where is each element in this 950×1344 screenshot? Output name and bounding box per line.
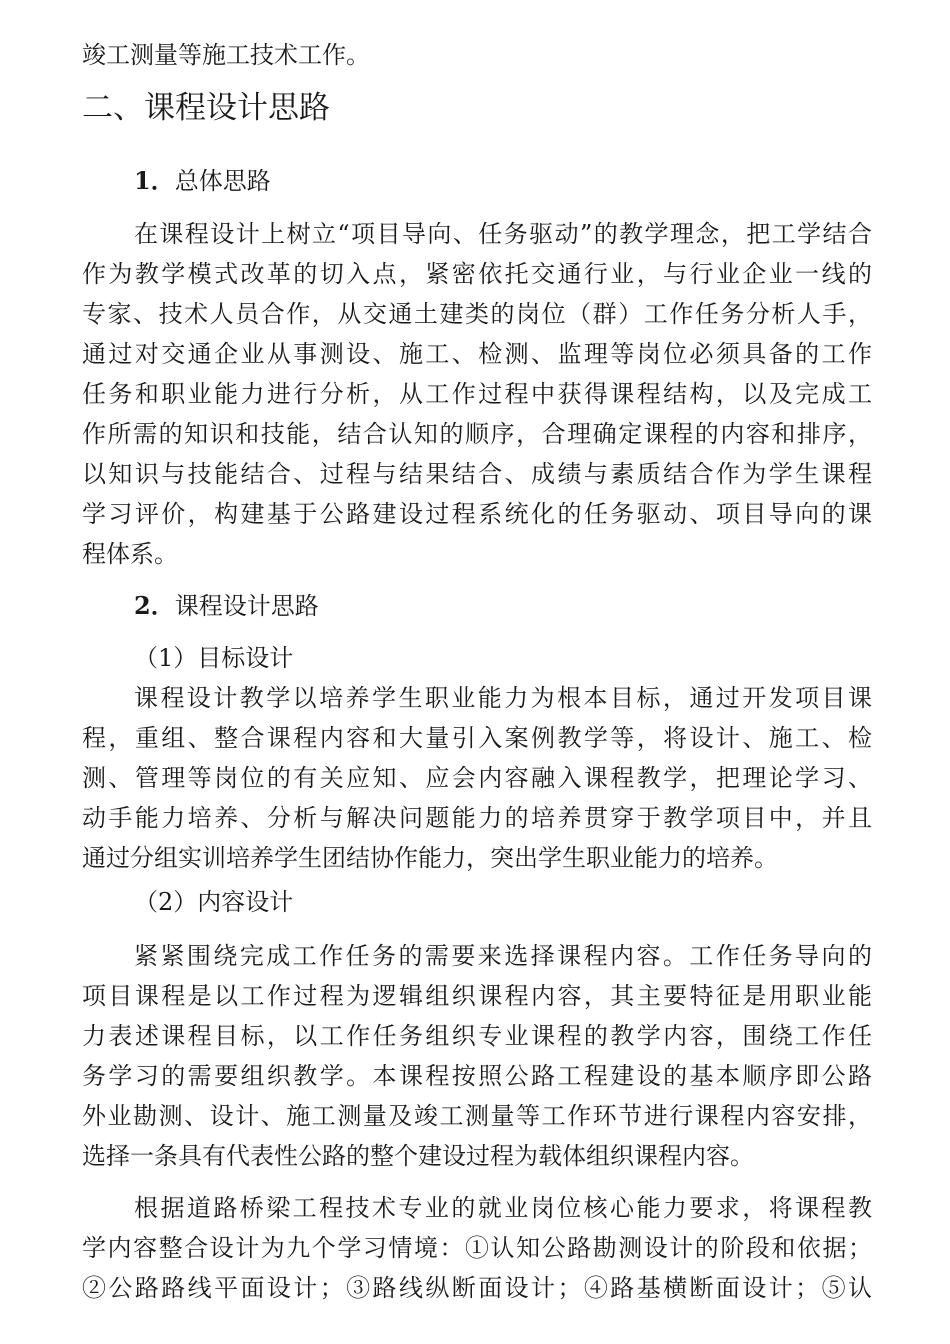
subheading-goal-design: （1）目标设计 [134, 644, 294, 672]
subheading-overall-idea [134, 166, 271, 196]
paragraph-line: 紧紧围绕完成工作任务的需要来选择课程内容。工作任务导向的 [134, 942, 872, 970]
subheading-title: 总体思路 [174, 167, 271, 195]
paragraph-line: 以知识与技能结合、过程与结果结合、成绩与素质结合作为学生课程 [82, 460, 872, 488]
paragraph-line: 根据道路桥梁工程技术专业的就业岗位核心能力要求，将课程教 [134, 1194, 872, 1222]
subheading-title: 课程设计思路 [174, 592, 319, 620]
paragraph-line: 选择一条具有代表性公路的整个建设过程为载体组织课程内容。 [82, 1142, 754, 1170]
subheading-number: 2． [134, 591, 175, 620]
paragraph-line: 程体系。 [82, 540, 178, 568]
paragraph-line: 学习评价，构建基于公路建设过程系统化的任务驱动、项目导向的课 [82, 500, 872, 528]
paragraph-line: 测、管理等岗位的有关应知、应会内容融入课程教学，把理论学习、 [82, 764, 872, 792]
paragraph-line: 程，重组、整合课程内容和大量引入案例教学等，将设计、施工、检 [82, 724, 872, 752]
paragraph-line: 作所需的知识和技能，结合认知的顺序，合理确定课程的内容和排序， [82, 420, 872, 448]
paragraph-line: 务学习的需要组织教学。本课程按照公路工程建设的基本顺序即公路 [82, 1062, 872, 1090]
paragraph-line: 任务和职业能力进行分析，从工作过程中获得课程结构，以及完成工 [82, 380, 872, 408]
subheading-course-design [134, 591, 319, 621]
paragraph-line: 项目课程是以工作过程为逻辑组织课程内容，其主要特征是用职业能 [82, 982, 872, 1010]
paragraph-line: 力表述课程目标，以工作任务组织专业课程的教学内容，围绕工作任 [82, 1022, 872, 1050]
paragraph-line: 学内容整合设计为九个学习情境：①认知公路勘测设计的阶段和依据； [82, 1234, 872, 1262]
paragraph-line: 通过对交通企业从事测设、施工、检测、监理等岗位必须具备的工作 [82, 340, 872, 368]
paragraph-line: 外业勘测、设计、施工测量及竣工测量等工作环节进行课程内容安排， [82, 1102, 872, 1130]
paragraph-line: 作为教学模式改革的切入点，紧密依托交通行业，与行业企业一线的 [82, 260, 872, 288]
subheading-content-design: （2）内容设计 [134, 888, 294, 916]
section-heading: 二、课程设计思路 [82, 90, 330, 126]
paragraph-line: 通过分组实训培养学生团结协作能力，突出学生职业能力的培养。 [82, 844, 778, 872]
paragraph-line: 在课程设计上树立“项目导向、任务驱动”的教学理念，把工学结合 [134, 220, 872, 248]
paragraph-line: ②公路路线平面设计；③路线纵断面设计；④路基横断面设计；⑤认 [82, 1274, 872, 1302]
paragraph-line: 专家、技术人员合作，从交通土建类的岗位（群）工作任务分析人手， [82, 300, 872, 328]
paragraph-line: 课程设计教学以培养学生职业能力为根本目标，通过开发项目课 [134, 684, 872, 712]
paragraph-line: 动手能力培养、分析与解决问题能力的培养贯穿于教学项目中，并且 [82, 804, 872, 832]
text-line: 竣工测量等施工技术工作。 [82, 41, 370, 69]
subheading-number: 1． [134, 166, 175, 195]
